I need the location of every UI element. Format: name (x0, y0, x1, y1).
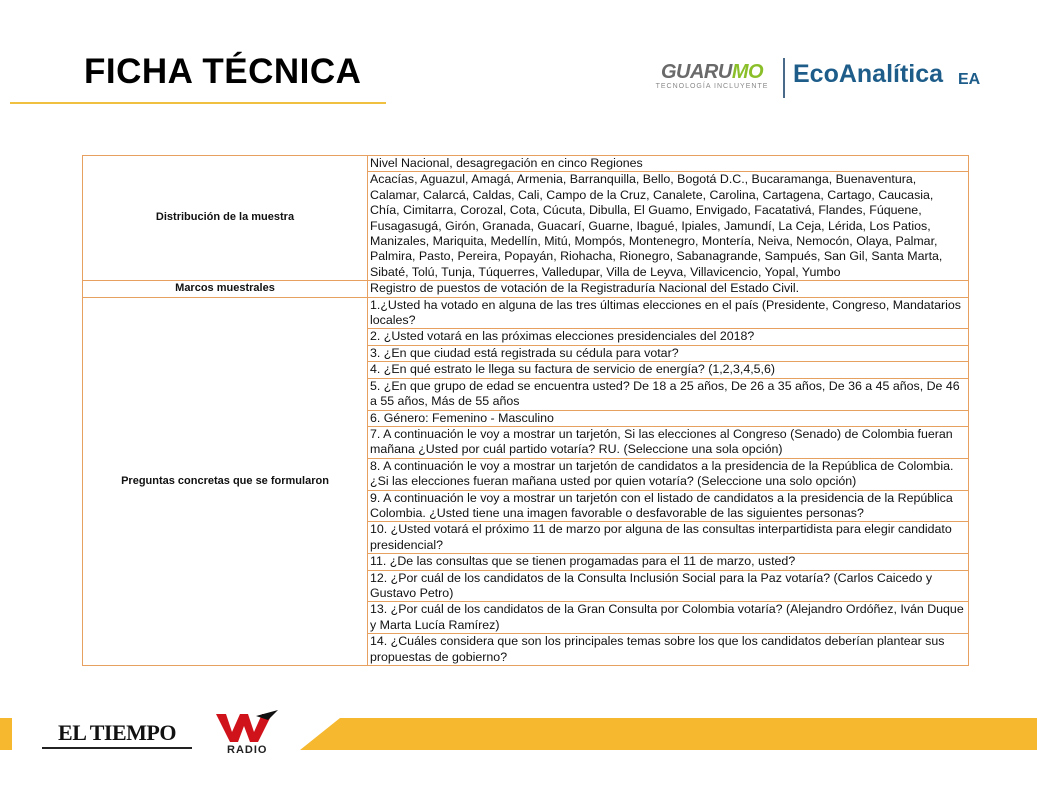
table-cell: 5. ¿En que grupo de edad se encuentra usted? De 18 a 25 años, De 26 a 35 años, De 36 a 45 años, De 46 a 55 años, Más de 55 años (368, 378, 969, 410)
row-label: Marcos muestrales (83, 281, 368, 297)
el-tiempo-logo (42, 720, 192, 749)
el-tiempo-logo-text: EL TIEMPO (58, 720, 176, 745)
guarumo-tagline: TECNOLOGÍA INCLUYENTE (655, 83, 769, 90)
w-radio-text: RADIO (227, 744, 268, 756)
w-radio-logo (212, 708, 282, 758)
page-title: FICHA TÉCNICA (84, 52, 362, 91)
table-row (83, 297, 969, 329)
table-cell: 14. ¿Cuáles considera que son los principales temas sobre los que los candidatos deberían plantear sus propuestas de gobierno? (368, 634, 969, 666)
table-cell: 3. ¿En que ciudad está registrada su cédula para votar? (368, 345, 969, 361)
ficha-table (82, 155, 969, 666)
title-underline (10, 102, 386, 104)
guarumo-logo-text-b: MO (731, 61, 764, 83)
table-row (83, 281, 969, 297)
row-label: Distribución de la muestra (83, 156, 368, 281)
table-cell: 6. Género: Femenino - Masculino (368, 410, 969, 426)
ecoanalitica-logo: EcoAnalítica (793, 60, 944, 88)
table-cell: Nivel Nacional, desagregación en cinco Regiones (368, 156, 969, 172)
guarumo-logo-text-a: GUARU (660, 61, 732, 83)
table-cell: Acacías, Aguazul, Amagá, Armenia, Barranquilla, Bello, Bogotá D.C., Bucaramanga, Buenaventura, Calamar, Calarcá, Caldas, Cali, Campo de la Cruz, Canalete, Carolina, Cartagena, Cartago, Caucasia, Chía, Cimitarra, Corozal, Cota, Cúcuta, Dibulla, El Guamo, Envigado, Facatativá, Flandes, Fúquene, Fusagasugá, Girón, Granada, Guacarí, Guarne, Ibagué, Ipiales, Jamundí, La Ceja, Lérida, Los Patios, Manizales, Mariquita, Medellín, Mitú, Mompós, Montenegro, Montería, Neiva, Nemocón, Olaya, Palmar, Palmira, Pasto, Pereira, Popayán, Riohacha, Rionegro, Sabanagrande, Sampués, San Gil, Santa Marta, Sibaté, Tolú, Tunja, Túquerres, Valledupar, Villa de Leyva, Villavicencio, Yopal, Yumbo (368, 172, 969, 281)
table-cell: 9. A continuación le voy a mostrar un tarjetón con el listado de candidatos a la presidencia de la República Colombia. ¿Usted tiene una imagen favorable o desfavorable de las siguientes personas? (368, 490, 969, 522)
table-cell: Registro de puestos de votación de la Registraduría Nacional del Estado Civil. (368, 281, 969, 297)
table-cell: 8. A continuación le voy a mostrar un tarjetón de candidatos a la presidencia de la República de Colombia. ¿Si las elecciones fueran mañana usted por quien votaría? (Seleccione una solo opción) (368, 458, 969, 490)
table-cell: 13. ¿Por cuál de los candidatos de la Gran Consulta por Colombia votaría? (Alejandro Ordóñez, Iván Duque y Marta Lucía Ramírez) (368, 602, 969, 634)
table-cell: 7. A continuación le voy a mostrar un tarjetón, Si las elecciones al Congreso (Senado) de Colombia fueran mañana ¿Usted por cuál partido votaría? RU. (Seleccione una sola opción) (368, 426, 969, 458)
ea-mark-icon (955, 66, 983, 90)
table-cell: 2. ¿Usted votará en las próximas elecciones presidenciales del 2018? (368, 329, 969, 345)
table-cell: 12. ¿Por cuál de los candidatos de la Consulta Inclusión Social para la Paz votaría? (Carlos Caicedo y Gustavo Petro) (368, 570, 969, 602)
table-cell: 10. ¿Usted votará el próximo 11 de marzo por alguna de las consultas interpartidista para elegir candidato presidencial? (368, 522, 969, 554)
logo-divider (783, 58, 785, 98)
guarumo-logo (650, 62, 774, 90)
row-label: Preguntas concretas que se formularon (83, 297, 368, 665)
table-cell: 11. ¿De las consultas que se tienen progamadas para el 11 de marzo, usted? (368, 554, 969, 570)
w-logo-icon (212, 708, 282, 746)
table-cell: 4. ¿En qué estrato le llega su factura de servicio de energía? (1,2,3,4,5,6) (368, 362, 969, 378)
table-row (83, 156, 969, 172)
ea-mark-text: EA (958, 71, 981, 88)
table-cell: 1.¿Usted ha votado en alguna de las tres últimas elecciones en el país (Presidente, Congreso, Mandatarios locales? (368, 297, 969, 329)
